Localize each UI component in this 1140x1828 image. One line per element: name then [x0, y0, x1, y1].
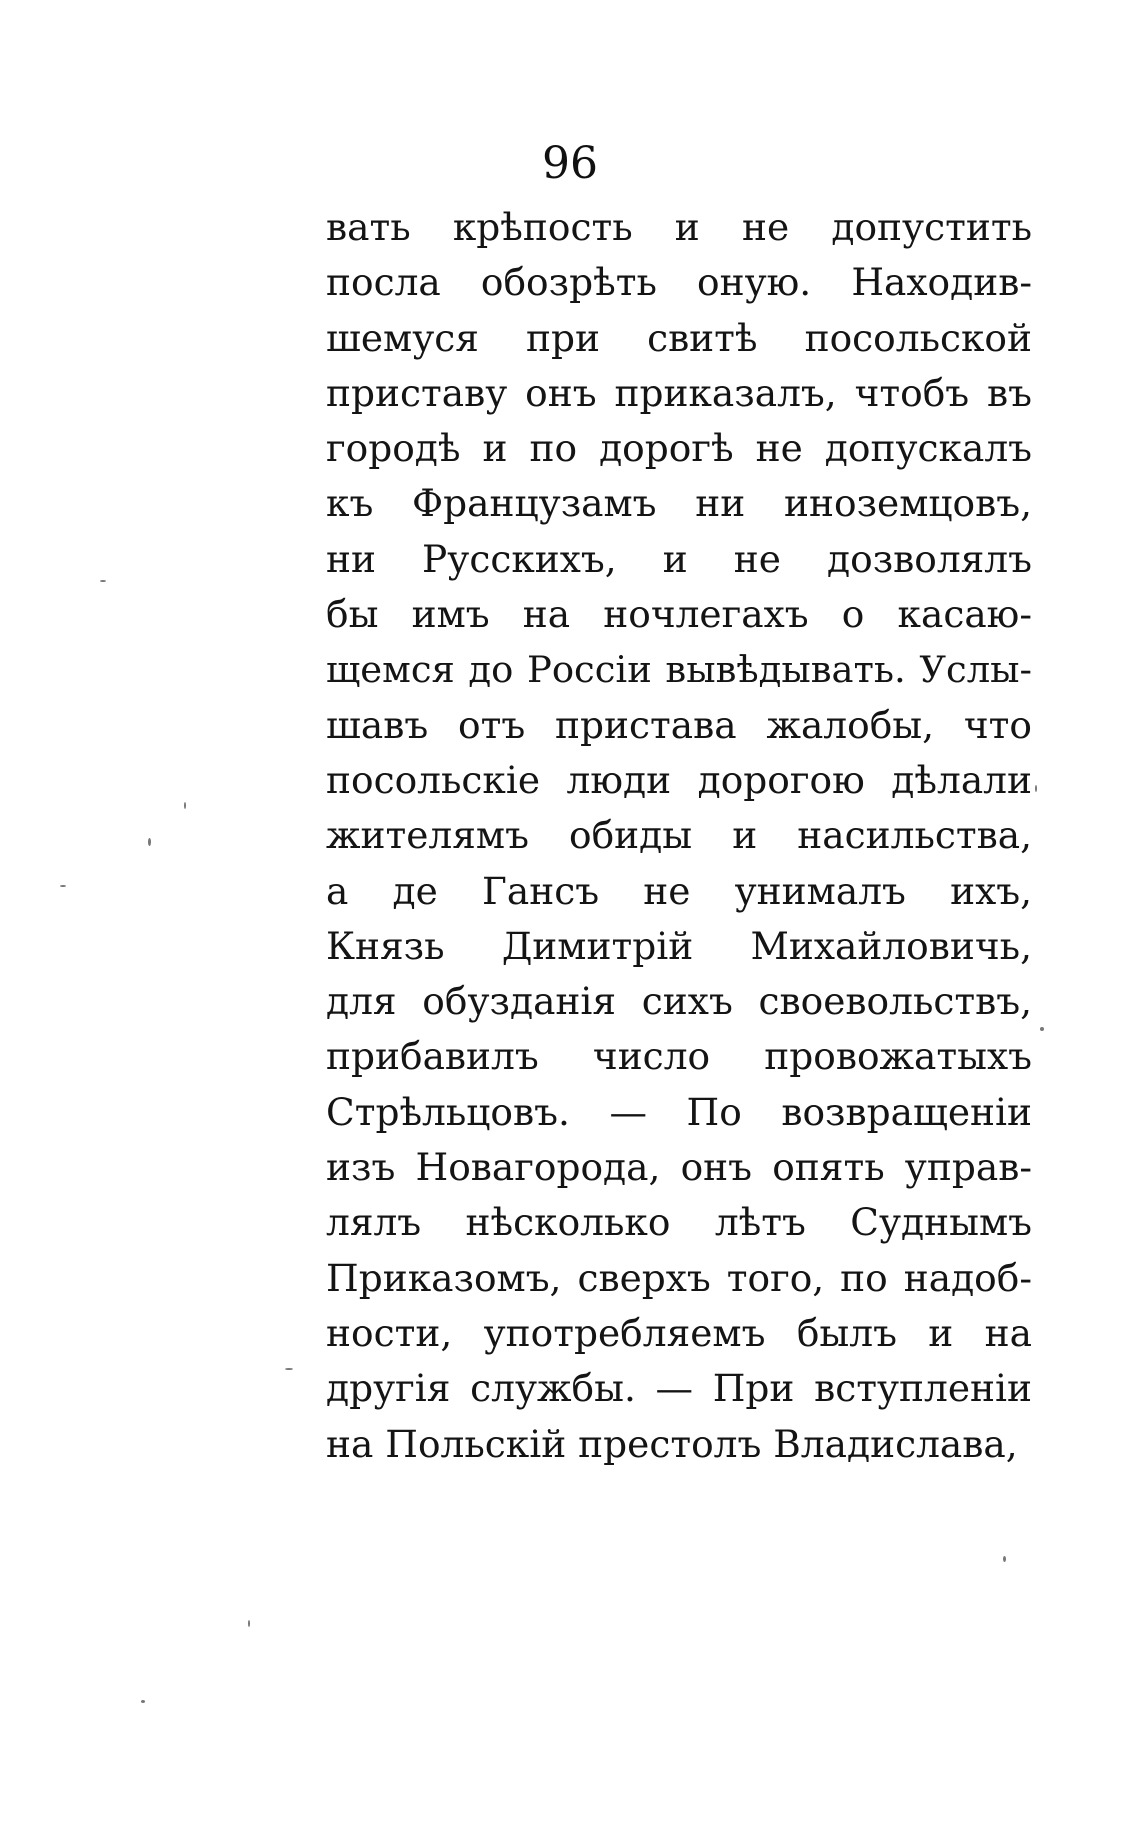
text-line: приставу онъ приказалъ, чтобъ въ — [326, 370, 1032, 415]
scan-speck — [100, 580, 106, 582]
text-line: къ Французамъ ни иноземцовъ, — [326, 481, 1032, 526]
text-line: прибавилъ число провожатыхъ — [326, 1034, 1032, 1079]
text-line: посла обозрѣть оную. Находив- — [326, 260, 1032, 305]
text-line: бы имъ на ночлегахъ о касаю- — [326, 592, 1032, 637]
text-line: лялъ нѣсколько лѣтъ Суднымъ — [326, 1200, 1032, 1245]
text-line: щемся до Россіи вывѣдывать. Услы- — [326, 648, 1032, 692]
text-line: вать крѣпость и не допустить — [326, 205, 1032, 249]
body-text — [326, 200, 1032, 1472]
scan-speck — [1035, 785, 1037, 792]
scan-speck — [60, 885, 66, 887]
text-line: городѣ и по дорогѣ не допускалъ — [326, 426, 1032, 471]
text-line: а де Гансъ не унималъ ихъ, — [326, 868, 1032, 913]
text-line: Стрѣльцовъ. — По возвращеніи — [326, 1089, 1032, 1134]
text-line: Князь Димитрій Михайловичь, — [326, 923, 1032, 968]
text-line: для обузданія сихъ своевольствъ, — [326, 979, 1032, 1024]
scan-speck — [184, 802, 186, 809]
text-line: Приказомъ, сверхъ того, по надоб- — [326, 1255, 1032, 1300]
text-line: жителямъ обиды и насильства, — [326, 813, 1032, 858]
scan-speck — [141, 1700, 145, 1703]
text-line: другія службы. — При вступленіи — [326, 1366, 1032, 1411]
scan-speck — [285, 1368, 293, 1370]
page-number: 96 — [542, 138, 598, 189]
scan-speck — [148, 838, 151, 846]
text-line: на Польскій престолъ Владислава, — [326, 1421, 1018, 1466]
scan-speck — [1003, 1556, 1006, 1562]
text-line: ни Русскихъ, и не дозволялъ — [326, 536, 1032, 581]
text-line: ности, употребляемъ былъ и на — [326, 1310, 1032, 1355]
text-line: изъ Новагорода, онъ опять управ- — [326, 1145, 1032, 1190]
scan-speck — [248, 1620, 250, 1627]
text-line: шемуся при свитѣ посольской — [326, 315, 1032, 360]
text-line: шавъ отъ пристава жалобы, что — [326, 702, 1032, 747]
text-line: посольскіе люди дорогою дѣлали — [326, 757, 1032, 802]
scan-speck — [1040, 1027, 1044, 1031]
